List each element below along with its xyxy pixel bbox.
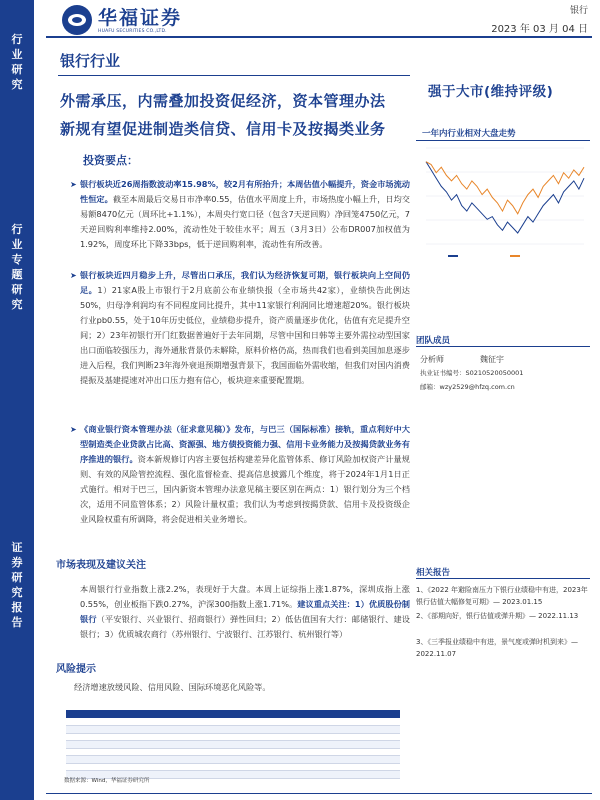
industry-title: 银行行业 — [60, 52, 121, 70]
sidebar-char: 行 — [11, 223, 23, 236]
table-header-cell — [191, 710, 233, 718]
table-cell — [233, 718, 275, 726]
table-cell — [66, 718, 108, 726]
headline-line-1: 外需承压，内需叠加投资促经济，资本管理办法 — [60, 92, 386, 110]
rating-title: 强于大市(维持评级) — [428, 84, 554, 100]
analyst-name: 魏征宇 — [480, 355, 504, 364]
table-cell — [191, 763, 233, 771]
investment-points-title: 投资要点： — [83, 154, 138, 167]
table-cell — [108, 748, 150, 756]
related-report-3[interactable]: 3、《三季报业绩稳中有进，景气度或弹时机到来》— 2022.11.07 — [416, 638, 578, 658]
chart-grid — [426, 148, 584, 244]
table-cell — [358, 771, 400, 779]
table-cell — [275, 741, 317, 749]
table-cell — [108, 756, 150, 764]
table-cell — [358, 748, 400, 756]
table-cell — [317, 771, 359, 779]
brand-name-en: HUAFU SECURITIES CO.,LTD. — [98, 28, 167, 34]
sidebar-char: 证 — [11, 541, 23, 554]
table-cell — [233, 726, 275, 734]
table-cell — [233, 763, 275, 771]
table-cell — [317, 741, 359, 749]
table-cell — [191, 726, 233, 734]
legend-swatch-orange — [510, 255, 520, 257]
table-cell — [233, 741, 275, 749]
bullet-arrow-icon: ➤ — [70, 425, 77, 434]
table-cell — [358, 733, 400, 741]
sidebar-char: 究 — [11, 78, 23, 91]
table-header-cell — [358, 710, 400, 718]
sidebar-char: 专 — [11, 253, 23, 266]
sidebar-char: 研 — [11, 63, 23, 76]
table-row — [66, 748, 400, 756]
risk-text: 经济增速放缓风险、信用风险、国际环境恶化风险等。 — [74, 682, 271, 692]
table-cell — [108, 733, 150, 741]
table-cell — [150, 718, 192, 726]
table-header-cell — [150, 710, 192, 718]
table-cell — [358, 763, 400, 771]
table-cell — [108, 726, 150, 734]
table-cell — [191, 748, 233, 756]
logo-icon — [62, 5, 92, 35]
point-3-body: 资本新规修订内容主要包括构建差异化监管体系、修订风险加权资产计量规则、有效的风险管控流程、强化监督检查、提高信息披露几个维度，将于2024年1月1日正式施行。相对于巴三，国内新资本管理办法意见稿主要区别在两点：1）银行划分为三个档次，适用不同监管体系；2）风险计量权重；我们认为考虑到按揭贷款、信用卡及投资级企业风险权重有所调降，将会促进相关业务增长。 — [80, 454, 410, 524]
team-divider — [416, 346, 590, 347]
brand-name-cn: 华福证券 — [98, 6, 183, 29]
analyst-license: 执业证书编号：S0210520050001 — [420, 369, 524, 377]
sidebar-char: 究 — [11, 298, 23, 311]
table-cell — [66, 748, 108, 756]
table-cell — [275, 733, 317, 741]
market-title: 市场表现及建议关注 — [56, 560, 146, 571]
relative-performance-chart — [420, 142, 590, 250]
point-2-lead: 银行板块近四月稳步上升，尽管出口承压，我们认为经济恢复可期，银行板块向上空间仍足。 — [80, 270, 410, 295]
table-cell — [233, 771, 275, 779]
table-cell — [66, 756, 108, 764]
sidebar-char: 告 — [11, 616, 23, 629]
table-cell — [275, 763, 317, 771]
table-row — [66, 741, 400, 749]
bullet-arrow-icon: ➤ — [70, 180, 77, 189]
table-cell — [358, 718, 400, 726]
market-body-1: 本周银行行业指数上涨2.2%，表现好于大盘。本周上证综指上涨1.87%，深圳成指上涨0.55%，创业板指下跌0.27%，沪深300指数上涨1.71%。 — [80, 584, 410, 609]
related-report-2[interactable]: 2、《部期向好，银行估值或弹升期》— 2022.11.13 — [416, 612, 579, 620]
report-type: 银行 — [569, 6, 588, 16]
point-3-lead: 《商业银行资本管理办法（征求意见稿）》发布，与巴三（国际标准）接轨，重点利好中大型制造类企业贷款占比高、资源强、地方债投资能力强、信用卡业务能力及按揭贷款业务有序推进的银行。 — [80, 424, 410, 464]
point-3 — [80, 422, 410, 527]
table-body — [66, 718, 400, 778]
table-cell — [275, 756, 317, 764]
market-focus: 建议重点关注：1）优质股份制银行 — [80, 599, 410, 624]
table-cell — [108, 763, 150, 771]
footer-divider — [46, 793, 592, 794]
table-cell — [317, 763, 359, 771]
report-date: 2023 年 03 月 04 日 — [491, 24, 588, 35]
table-cell — [66, 733, 108, 741]
table-row — [66, 718, 400, 726]
headline-line-2: 新规有望促进制造类信贷、信用卡及按揭类业务 — [60, 120, 386, 138]
table-cell — [191, 733, 233, 741]
chart-series — [426, 162, 584, 233]
table-header-row — [66, 710, 400, 718]
table-cell — [150, 726, 192, 734]
chart-divider — [416, 140, 590, 141]
table-row — [66, 756, 400, 764]
table-cell — [191, 756, 233, 764]
table-cell — [358, 741, 400, 749]
table-cell — [317, 733, 359, 741]
sidebar-char: 行 — [11, 33, 23, 46]
table-cell — [317, 748, 359, 756]
sidebar-char: 业 — [11, 48, 23, 61]
header-divider — [46, 36, 592, 38]
sidebar-char: 业 — [11, 238, 23, 251]
sidebar-char: 题 — [11, 268, 23, 281]
table-cell — [150, 741, 192, 749]
sidebar-char: 券 — [11, 556, 23, 569]
chart-series-line-1 — [426, 162, 584, 214]
table-cell — [108, 718, 150, 726]
table-cell — [233, 733, 275, 741]
related-divider — [416, 578, 590, 579]
table-header-cell — [317, 710, 359, 718]
table-cell — [191, 718, 233, 726]
table-cell — [317, 718, 359, 726]
table-cell — [150, 733, 192, 741]
performance-table — [66, 710, 400, 779]
table-cell — [317, 726, 359, 734]
table-row — [66, 726, 400, 734]
sidebar-label-topic-research — [0, 222, 34, 312]
risk-title: 风险提示 — [56, 664, 96, 675]
legend-swatch-blue — [448, 255, 458, 257]
table-cell — [108, 741, 150, 749]
analyst-label: 分析师 — [420, 355, 444, 364]
table-row — [66, 733, 400, 741]
table-cell — [275, 718, 317, 726]
table-header-cell — [66, 710, 108, 718]
brand-logo — [62, 3, 222, 37]
sidebar — [0, 0, 34, 800]
market-paragraph — [80, 582, 410, 642]
table-source: 数据来源：Wind，华福证券研究所 — [64, 778, 150, 784]
table-cell — [66, 741, 108, 749]
team-title: 团队成员 — [416, 336, 451, 346]
related-report-1[interactable]: 1、《2022 年避险南压力下银行业绩稳中有进，2023年银行估值大幅修复可期》— 2023.01.15 — [416, 586, 588, 606]
table-row — [66, 763, 400, 771]
chart-title: 一年内行业相对大盘走势 — [422, 129, 516, 139]
point-2-body: 1）21家A股上市银行于2月底前公布业绩快报（全市场共42家），业绩快告此例达50%，归母净利润均有不同程度同比提升，其中11家银行利润同比增速超20%。银行板块行业pb0.55，处于10年历史低位，业绩稳步提升，资产质量逐步优化，估值有充足提升空间；2）23年初银行开门红数据普遍好于去年同期，尽管中国和日韩等主要外需拉动型国家出口面临较强压力，海外通胀背景仍未解除，原料价格仍高，热而我们也看到美国加息逐步进入后程，我们判断23年海外衰退预期增强背景下，我国面临外需收缩，但我们对国内消费提振及基建提速对冲出口压力抱有信心，板块迎来重要配置期。 — [80, 285, 410, 385]
sidebar-char: 报 — [11, 601, 23, 614]
table-cell — [191, 771, 233, 779]
sidebar-char: 究 — [11, 586, 23, 599]
table-cell — [275, 726, 317, 734]
table-cell — [191, 741, 233, 749]
point-1-body: 截至本周最后交易日市净率0.55，估值水平周度上升，市场热度小幅上升，日均交易额8470亿元（周环比+1.1%），本周央行宽口径（包含7天逆回购）净回笼4750亿元，7天逆回购利率维持2.00%，流动性处于较佳水平；周五（3月3日）公布DR007加权值为1.92%，周度环比下降33bps，低于逆回购利率，流动性有所改善。 — [80, 194, 410, 249]
point-1 — [80, 177, 410, 252]
industry-divider — [58, 75, 410, 76]
sidebar-label-securities-report — [0, 540, 34, 630]
related-title: 相关报告 — [416, 568, 451, 578]
table-cell — [317, 756, 359, 764]
analyst-email: 邮箱：wzy2529@hfzq.com.cn — [420, 383, 515, 391]
table-cell — [150, 763, 192, 771]
table-cell — [275, 748, 317, 756]
point-1-lead: 银行板块近26周指数波动率15.98%，较2月有所抬升；本周估值小幅提升，资金市场流动性恒定。 — [80, 179, 410, 204]
table-cell — [233, 756, 275, 764]
sidebar-label-industry-research — [0, 32, 34, 92]
table-cell — [358, 726, 400, 734]
table-cell — [66, 763, 108, 771]
logo-text — [98, 7, 182, 34]
table-cell — [150, 748, 192, 756]
chart-series-line-0 — [426, 162, 584, 233]
table-cell — [66, 726, 108, 734]
table-cell — [233, 748, 275, 756]
table-header-cell — [275, 710, 317, 718]
sidebar-char: 研 — [11, 283, 23, 296]
table-header-cell — [108, 710, 150, 718]
table-cell — [275, 771, 317, 779]
table-cell — [358, 756, 400, 764]
table-header-cell — [233, 710, 275, 718]
table-cell — [150, 771, 192, 779]
table-cell — [150, 756, 192, 764]
sidebar-char: 研 — [11, 571, 23, 584]
market-body-2: （平安银行、兴业银行、招商银行）弹性回归；2）低估值国有大行：邮储银行、建设银行；3）优质城农商行（苏州银行、宁波银行、江苏银行、杭州银行等） — [80, 614, 410, 639]
bullet-arrow-icon: ➤ — [70, 271, 77, 280]
point-2 — [80, 268, 410, 388]
